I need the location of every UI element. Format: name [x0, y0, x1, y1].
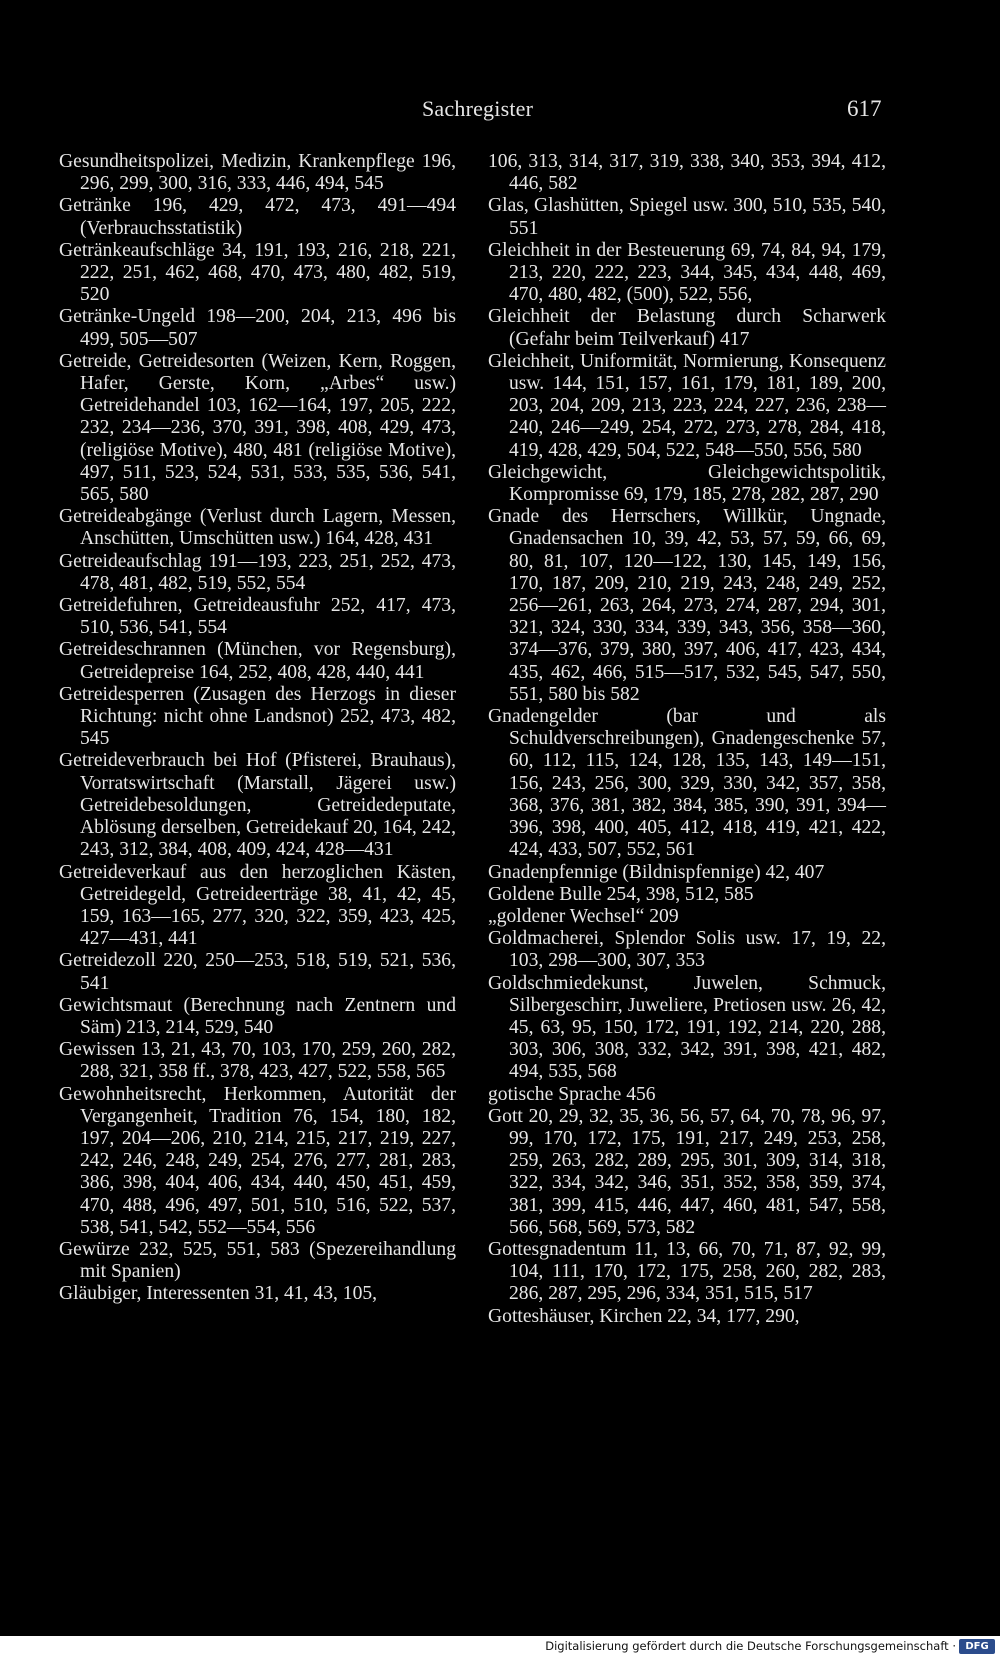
index-entry: Getreideschrannen (München, vor Regensburg), Getreidepreise 164, 252, 408, 428, 440, 441: [59, 639, 456, 683]
index-entry: Gnadenpfennige (Bildnispfennige) 42, 407: [488, 861, 825, 883]
index-entry: Gleichheit in der Besteuerung 69, 74, 84, 94, 179, 213, 220, 222, 223, 344, 345, 434, 448, 469, 470, 480, 482, (500), 522, 556,: [488, 239, 886, 306]
digitization-footer: [0, 1636, 1000, 1659]
running-header: Sachregister: [422, 96, 534, 121]
index-entry: Gleichheit, Uniformität, Normierung, Konsequenz usw. 144, 151, 157, 161, 179, 181, 189, 200, 203, 204, 209, 213, 223, 224, 227, 236, 238—240, 246—249, 254, 272, 273, 278, 284, 418, 419, 428, 429, 504, 522, 548—550, 556, 580: [488, 350, 886, 461]
index-entry: Getreideaufschlag 191—193, 223, 251, 252, 473, 478, 481, 482, 519, 552, 554: [59, 550, 456, 594]
index-column-left: [59, 151, 456, 1306]
index-entry: Gleichheit der Belastung durch Scharwerk (Gefahr beim Teilverkauf) 417: [488, 306, 886, 350]
index-entry: Getreideverkauf aus den herzoglichen Kästen, Getreidegeld, Getreideerträge 38, 41, 42, 45, 159, 163—165, 277, 320, 322, 359, 423, 425, 427—431, 441: [59, 861, 456, 950]
index-entry: Gewissen 13, 21, 43, 70, 103, 170, 259, 260, 282, 288, 321, 358 ff., 378, 423, 427, 522, 558, 565: [59, 1039, 456, 1083]
index-entry: Glas, Glashütten, Spiegel usw. 300, 510, 535, 540, 551: [488, 195, 886, 239]
index-entry: Getreidesperren (Zusagen des Herzogs in dieser Richtung: nicht ohne Landsnot) 252, 473, 482, 545: [59, 683, 456, 750]
index-entry: Getreideabgänge (Verlust durch Lagern, Messen, Anschütten, Umschütten usw.) 164, 428, 431: [59, 506, 456, 550]
index-entry: Getreidefuhren, Getreideausfuhr 252, 417, 473, 510, 536, 541, 554: [59, 595, 456, 639]
index-entry: Goldschmiedekunst, Juwelen, Schmuck, Silbergeschirr, Juweliere, Pretiosen usw. 26, 42, 45, 63, 95, 150, 172, 191, 192, 214, 220, 288, 303, 306, 308, 332, 342, 391, 398, 421, 482, 494, 535, 568: [488, 972, 886, 1083]
index-entry: Goldene Bulle 254, 398, 512, 585: [488, 883, 754, 905]
footer-credit: Digitalisierung gefördert durch die Deutsche Forschungsgemeinschaft ·: [545, 1639, 956, 1653]
index-entry: Gott 20, 29, 32, 35, 36, 56, 57, 64, 70, 78, 96, 97, 99, 170, 172, 175, 191, 217, 249, 253, 258, 259, 263, 282, 289, 295, 301, 309, 314, 318, 322, 334, 342, 346, 351, 352, 358, 359, 374, 381, 399, 415, 446, 447, 460, 481, 547, 558, 566, 568, 569, 573, 582: [488, 1105, 886, 1238]
index-entry: Gewohnheitsrecht, Herkommen, Autorität der Vergangenheit, Tradition 76, 154, 180, 182, 197, 204—206, 210, 214, 215, 217, 219, 227, 242, 246, 248, 249, 254, 276, 277, 281, 283, 386, 398, 404, 406, 434, 440, 450, 451, 459, 470, 488, 496, 497, 501, 510, 516, 522, 537, 538, 541, 542, 552—554, 556: [59, 1083, 456, 1238]
index-entry: Gnade des Herrschers, Willkür, Ungnade, Gnadensachen 10, 39, 42, 53, 57, 59, 66, 69, 80, 81, 107, 120—122, 130, 145, 149, 156, 170, 187, 209, 210, 219, 243, 248, 249, 252, 256—261, 263, 264, 273, 274, 287, 294, 301, 321, 324, 330, 334, 339, 343, 356, 358—360, 374—376, 379, 380, 397, 406, 417, 423, 434, 435, 462, 466, 515—517, 532, 545, 547, 550, 551, 580 bis 582: [488, 506, 886, 705]
index-entry: Gnadengelder (bar und als Schuldverschreibungen), Gnadengeschenke 57, 60, 112, 115, 124, 128, 135, 143, 149—151, 156, 243, 256, 300, 329, 330, 342, 357, 358, 368, 376, 381, 382, 384, 385, 390, 391, 394—396, 398, 400, 405, 412, 418, 419, 421, 422, 424, 433, 507, 552, 561: [488, 706, 886, 861]
dfg-logo-icon: DFG: [959, 1639, 995, 1654]
index-entry: Gewürze 232, 525, 551, 583 (Spezereihandlung mit Spanien): [59, 1238, 456, 1283]
index-entry: Getränke-Ungeld 198—200, 204, 213, 496 bis 499, 505—507: [59, 306, 456, 350]
index-entry: Gläubiger, Interessenten 31, 41, 43, 105,: [59, 1283, 378, 1305]
index-column-right: [488, 151, 886, 1328]
index-entry: Getreidezoll 220, 250—253, 518, 519, 521, 536, 541: [59, 950, 456, 994]
index-entry: Getränkeaufschläge 34, 191, 193, 216, 218, 221, 222, 251, 462, 468, 470, 473, 480, 482, 519, 520: [59, 239, 456, 306]
index-entry: Gesundheitspolizei, Medizin, Krankenpflege 196, 296, 299, 300, 316, 333, 446, 494, 545: [59, 151, 456, 195]
index-entry: Gleichgewicht, Gleichgewichtspolitik, Kompromisse 69, 179, 185, 278, 282, 287, 290: [488, 461, 886, 506]
index-entry-continuation: 106, 313, 314, 317, 319, 338, 340, 353, 394, 412, 446, 582: [488, 151, 886, 195]
index-entry: Getreideverbrauch bei Hof (Pfisterei, Brauhaus), Vorratswirtschaft (Marstall, Jägerei usw.) Getreidebesoldungen, Getreidedeputate, Ablösung derselben, Getreidekauf 20, 164, 242, 243, 312, 384, 408, 409, 424, 428—431: [59, 750, 457, 861]
index-entry: Gottesgnadentum 11, 13, 66, 70, 71, 87, 92, 99, 104, 111, 170, 172, 175, 258, 260, 282, 283, 286, 287, 295, 296, 334, 351, 515, 517: [488, 1238, 886, 1305]
index-entry: Goldmacherei, Splendor Solis usw. 17, 19, 22, 103, 298—300, 307, 353: [488, 928, 886, 972]
index-entry: Getränke 196, 429, 472, 473, 491—494 (Verbrauchsstatistik): [59, 195, 456, 239]
index-entry: Gewichtsmaut (Berechnung nach Zentnern und Säm) 213, 214, 529, 540: [59, 994, 456, 1038]
index-entry: Gotteshäuser, Kirchen 22, 34, 177, 290,: [488, 1305, 800, 1327]
index-entry: Getreide, Getreidesorten (Weizen, Kern, Roggen, Hafer, Gerste, Korn, „Arbes“ usw.) Getreidehandel 103, 162—164, 197, 205, 222, 232, 234—236, 370, 391, 398, 408, 429, 473, (religiöse Motive), 480, 481 (religiöse Motive), 497, 511, 523, 524, 531, 533, 535, 536, 541, 565, 580: [59, 350, 456, 506]
index-entry: gotische Sprache 456: [488, 1083, 656, 1105]
page-number: 617: [847, 96, 882, 121]
index-entry: „goldener Wechsel“ 209: [488, 905, 679, 927]
